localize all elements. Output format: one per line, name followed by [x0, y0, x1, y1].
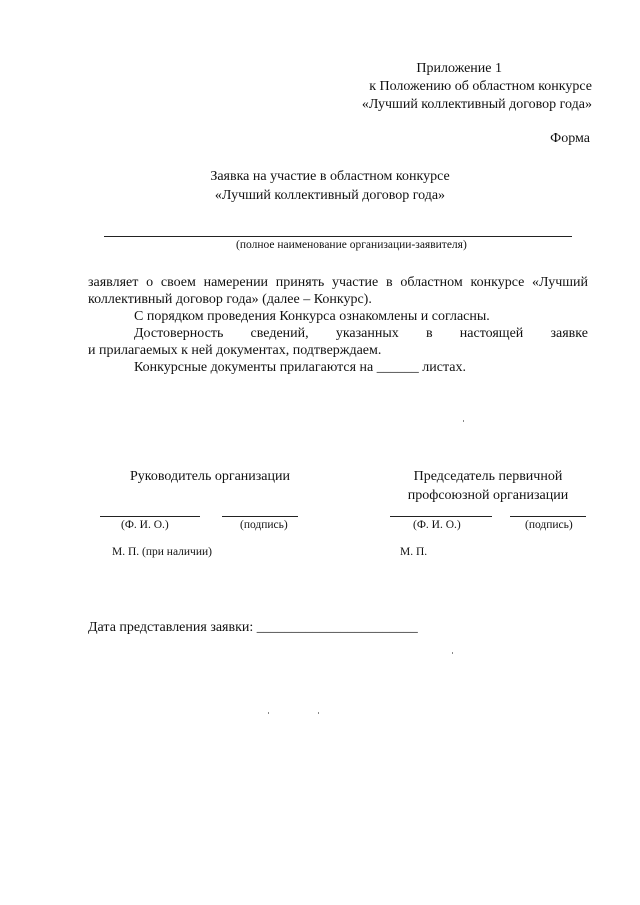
union-chairman-title — [380, 467, 596, 505]
paragraph-3-line-1 — [88, 325, 588, 342]
paragraph-1-line-2: коллективный договор года» (далее – Конкурс). — [88, 292, 372, 307]
paragraph-4: Конкурсные документы прилагаются на ______ листах. — [134, 360, 466, 375]
head-signature-caption: (подпись) — [240, 519, 288, 531]
scan-speck — [463, 420, 464, 422]
appendix-title: Приложение 1 — [416, 61, 502, 76]
document-title — [180, 167, 480, 205]
form-label: Форма — [550, 131, 590, 146]
head-signature-line — [222, 516, 298, 517]
paragraph-3-word: сведений, — [250, 326, 309, 341]
body-text — [88, 274, 588, 376]
chairman-fio-line — [390, 516, 492, 517]
scan-speck — [268, 712, 269, 714]
paragraph-1-line-1: заявляет о своем намерении принять участие в областном конкурсе «Лучший — [88, 275, 588, 290]
document-title-line-1: Заявка на участие в областном конкурсе — [210, 169, 450, 184]
chairman-fio-caption: (Ф. И. О.) — [413, 519, 461, 531]
paragraph-3-word: заявке — [550, 326, 588, 341]
union-chairman-title-line-1: Председатель первичной — [413, 469, 563, 484]
union-chairman-title-line-2: профсоюзной организации — [407, 488, 569, 503]
organization-name-line — [104, 236, 572, 237]
scan-speck — [318, 712, 319, 714]
chairman-signature-line — [510, 516, 586, 517]
head-fio-caption: (Ф. И. О.) — [121, 519, 169, 531]
submission-date-label: Дата представления заявки: _______________________ — [88, 620, 418, 635]
paragraph-3-word: в — [425, 326, 433, 341]
paragraph-3-word: указанных — [335, 326, 399, 341]
chairman-signature-caption: (подпись) — [525, 519, 573, 531]
paragraph-3-word: настоящей — [459, 326, 524, 341]
appendix-line-3: «Лучший коллективный договор года» — [361, 97, 592, 112]
paragraph-3-word: Достоверность — [134, 326, 224, 341]
appendix-header — [300, 60, 592, 114]
appendix-line-2: к Положению об областном конкурсе — [369, 79, 592, 94]
paragraph-3-line-2: и прилагаемых к ней документах, подтверждаем. — [88, 343, 382, 358]
chairman-stamp-label: М. П. — [400, 546, 428, 558]
paragraph-2: С порядком проведения Конкурса ознакомлены и согласны. — [134, 309, 490, 324]
head-fio-line — [100, 516, 200, 517]
scan-speck — [452, 652, 453, 654]
organization-name-caption: (полное наименование организации-заявителя) — [236, 239, 467, 251]
document-title-line-2: «Лучший коллективный договор года» — [214, 188, 446, 203]
head-of-organization-title: Руководитель организации — [130, 469, 290, 484]
head-stamp-label: М. П. (при наличии) — [112, 546, 212, 558]
